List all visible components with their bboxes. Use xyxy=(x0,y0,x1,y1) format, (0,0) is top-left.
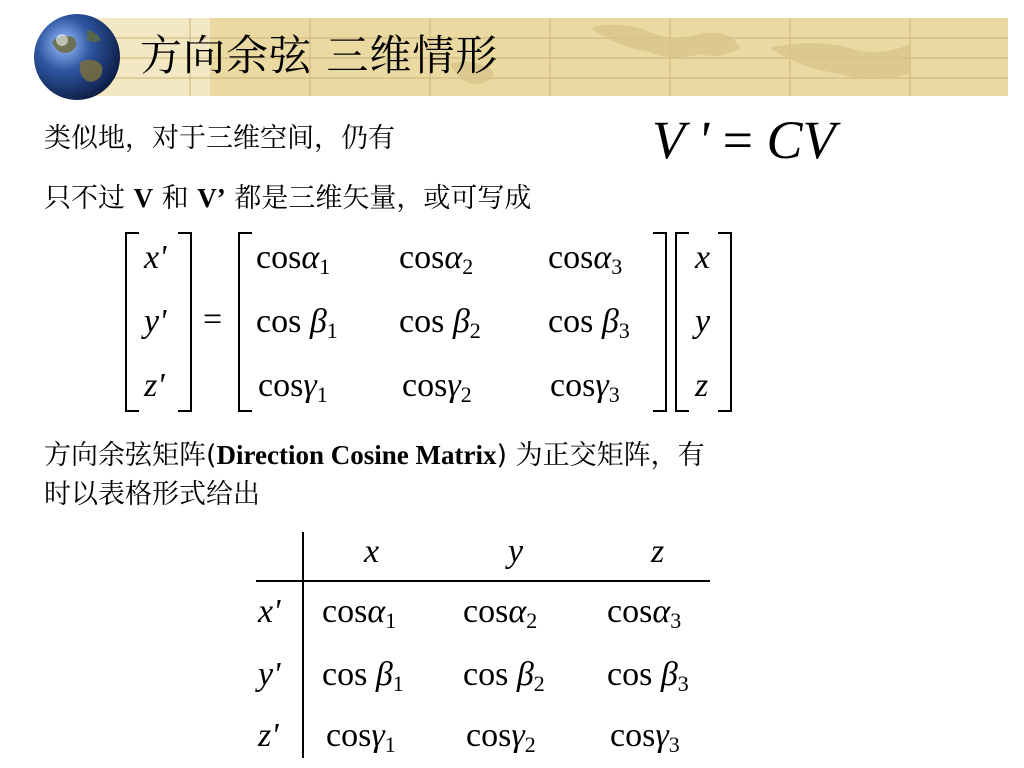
table-row-header-y: y' xyxy=(258,656,281,693)
rhs-z: z xyxy=(695,367,709,404)
table-header-z: z xyxy=(651,533,665,570)
m-r1c3: cosα$_3$ xyxy=(548,239,623,279)
m-r3c3: cosγ$_3$ xyxy=(550,367,620,407)
intro-text: 类似地，对于三维空间，仍有 xyxy=(44,123,395,154)
t-r3c1: cosγ$_1$ xyxy=(326,717,396,757)
lhs-x: x' xyxy=(144,239,167,276)
vector-v-prime: V’ xyxy=(197,183,226,213)
vector-text-pre: 只不过 xyxy=(44,183,134,214)
vector-text-post: 都是三维矢量，或可写成 xyxy=(225,183,532,214)
table-row-header-z: z' xyxy=(258,717,279,754)
t-r3c2: cosγ$_2$ xyxy=(466,717,536,757)
t-r3c3: cosγ$_3$ xyxy=(610,717,680,757)
m-r2c1: $\cos \beta_1$ xyxy=(256,303,338,343)
page-title: 方向余弦 三维情形 xyxy=(140,31,499,80)
table-horizontal-rule xyxy=(256,580,710,582)
m-r1c2: cosα$_2$ xyxy=(399,239,474,279)
vector-text-mid: 和 xyxy=(153,183,198,214)
table-vertical-rule xyxy=(302,532,304,758)
matrix-equals: = xyxy=(203,301,223,338)
formula-eq: = xyxy=(722,110,754,170)
table-header-y: y xyxy=(508,533,524,570)
vector-v: V xyxy=(133,183,154,213)
m-r2c2: $\cos \beta_2$ xyxy=(399,303,481,343)
rhs-y: y xyxy=(695,303,711,340)
table-row-header-x: x' xyxy=(258,593,281,630)
t-r2c2: $\cos \beta_2$ xyxy=(463,656,545,696)
rhs-x: x xyxy=(695,239,711,276)
table-header-x: x xyxy=(364,533,380,570)
formula-rhs: CV xyxy=(766,110,836,170)
dcm-text-pre: 方向余弦矩阵( xyxy=(44,440,217,471)
t-r1c2: cosα$_2$ xyxy=(463,593,538,633)
lhs-z: z' xyxy=(144,367,165,404)
t-r1c3: cosα$_3$ xyxy=(607,593,682,633)
m-r3c2: cosγ$_2$ xyxy=(402,367,472,407)
t-r2c1: $\cos \beta_1$ xyxy=(322,656,404,696)
m-r2c3: $\cos \beta_3$ xyxy=(548,303,630,343)
dcm-english: Direction Cosine Matrix xyxy=(216,440,497,470)
formula-lhs: V ' xyxy=(652,110,710,170)
t-r1c1: cosα$_1$ xyxy=(322,593,397,633)
t-r2c3: $\cos \beta_3$ xyxy=(607,656,689,696)
dcm-text-line2: 时以表格形式给出 xyxy=(44,479,260,510)
dcm-text-post: ) 为正交矩阵，有 xyxy=(496,440,705,471)
lhs-y: y' xyxy=(144,303,167,340)
m-r1c1: cosα$_1$ xyxy=(256,239,331,279)
m-r3c1: cosγ$_1$ xyxy=(258,367,328,407)
